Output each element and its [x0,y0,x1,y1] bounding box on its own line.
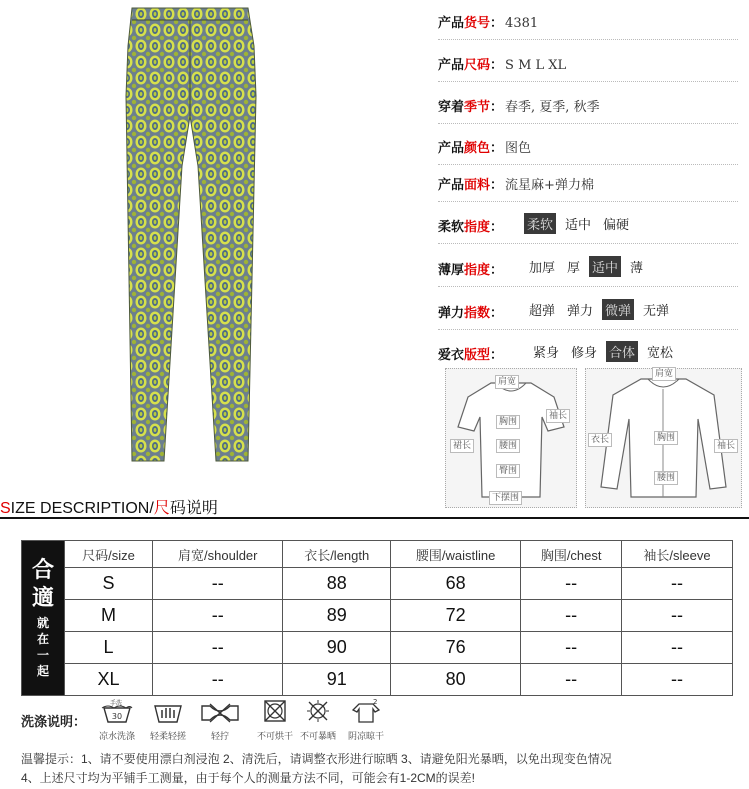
cell-chest: -- [521,664,622,696]
badge-char: 一 [36,648,49,662]
hand-wash-30-icon [98,698,136,742]
shirt-measure-diagram [445,368,577,508]
tag-waist: 腰围 [654,471,678,485]
tag-length: 衣长 [588,433,612,447]
attr-size: 产品尺码： S M L XL [438,58,567,73]
attr-value: 春季, 夏季, 秋季 [505,100,600,115]
title-cn-rest: 码说明 [169,500,218,517]
scale-fit [530,341,682,362]
scale-key: 爱衣 [438,348,465,363]
attr-key: 产品 [438,178,465,193]
size-table [21,540,733,689]
attr-key-accent: 尺码 [464,58,491,73]
scale-option: 厚 [567,261,581,276]
attr-value: S M L XL [505,58,567,73]
cell-size: M [65,600,153,632]
cell-shoulder: -- [153,632,283,664]
cell-size: L [65,632,153,664]
scale-softness [524,213,638,234]
attr-key: 产品 [438,58,465,73]
scale-elasticity [526,299,678,320]
cell-shoulder: -- [153,600,283,632]
tag-length: 裙长 [450,439,474,453]
tag-waist: 腰围 [496,439,520,453]
scale-option: 超弹 [529,304,556,319]
tag-shoulder: 肩宽 [495,375,519,389]
no-sun-dry-icon [300,698,336,742]
size-description-title [0,495,218,518]
header-length: 衣长/length [283,541,391,568]
wash-temp: 30 [111,712,123,721]
tips-line-2: 4、上述尺寸均为平铺手工测量，由于每个人的测量方法不同，可能会有1-2CM的误差! [21,771,476,785]
attr-key-accent: 面料 [464,178,491,193]
title-rest: IZE DESCRIPTION/ [10,500,154,517]
wash-caption: 不可暴晒 [300,732,337,742]
badge-char: 合 [31,557,54,583]
gentle-wash-icon-graphic [151,698,185,724]
cell-length: 89 [283,600,391,632]
shade-dry-icon [348,698,384,742]
cell-chest: -- [521,632,622,664]
scale-elasticity-label: 弹力指数： [438,306,504,321]
cell-sleeve: -- [621,632,732,664]
attr-color: 产品颜色： 图色 [438,141,532,156]
cell-size: S [65,568,153,600]
jacket-measure-diagram [585,368,742,508]
table-row [22,632,733,664]
header-shoulder: 肩宽/shoulder [153,541,283,568]
wash-label: 洗涤说明： [21,715,87,730]
cell-waistline: 76 [390,632,520,664]
scale-key: 弹力 [438,306,465,321]
attr-value: 4381 [505,16,539,31]
cell-length: 91 [283,664,391,696]
badge-char: 起 [36,664,49,678]
scale-key-accent: 指度 [464,220,491,235]
scale-option: 偏硬 [603,218,630,233]
header-sleeve: 袖长/sleeve [621,541,732,568]
wash-caption: 轻柔轻搓 [150,732,187,742]
scale-option: 修身 [571,346,598,361]
attr-key-accent: 货号 [464,16,491,31]
attr-fabric: 产品面料： 流星麻+弹力棉 [438,178,594,193]
brand-badge [22,541,65,696]
scale-softness-label: 柔软指度： [438,220,504,235]
attr-key-accent: 季节 [464,100,491,115]
scale-key: 薄厚 [438,263,465,278]
pants-product-image [120,6,260,466]
cell-sleeve: -- [621,664,732,696]
scale-option: 宽松 [647,346,674,361]
shade-dry-icon-graphic [351,698,381,724]
cell-chest: -- [521,600,622,632]
divider [0,517,749,519]
attr-key: 产品 [438,16,465,31]
title-cn-first: 尺 [153,500,170,517]
badge-char: 就 [36,616,49,630]
scale-option: 加厚 [529,261,556,276]
scale-fit-label: 爱衣版型： [438,348,504,363]
header-size: 尺码/size [65,541,153,568]
scale-key: 柔软 [438,220,465,235]
table-row [22,600,733,632]
scale-option-selected: 合体 [606,341,638,362]
table-header-row [22,541,733,568]
tips-line-1: 温馨提示：1、请不要使用漂白剂浸泡 2、清洗后，请调整衣形进行晾晒 3、请避免阳光暴晒，以免出现变色情况 [21,752,612,766]
cell-chest: -- [521,568,622,600]
gentle-wring-icon [198,698,242,742]
badge-char: 適 [31,585,54,611]
header-waistline: 腰围/waistline [390,541,520,568]
cell-waistline: 72 [390,600,520,632]
badge-char: 在 [36,632,49,646]
scale-option: 薄 [630,261,644,276]
cell-sleeve: -- [621,600,732,632]
scale-thickness-label: 薄厚指度： [438,263,504,278]
wash-caption: 不可烘干 [257,732,294,742]
no-sun-dry-icon-graphic [304,698,332,724]
scale-option: 适中 [565,218,592,233]
cell-sleeve: -- [621,568,732,600]
cell-size: XL [65,664,153,696]
scale-option: 弹力 [567,304,594,319]
wash-tub-text: 手洗 [109,700,123,707]
no-tumble-dry-icon-graphic [262,698,288,724]
cell-waistline: 68 [390,568,520,600]
wash-caption: 轻拧 [210,732,229,742]
scale-option: 无弹 [643,304,670,319]
svg-text:2: 2 [373,698,378,706]
cell-shoulder: -- [153,568,283,600]
scale-key-accent: 指数 [464,306,491,321]
shirt-outline-icon [446,369,576,507]
tag-hem: 下摆围 [489,491,522,505]
cell-length: 90 [283,632,391,664]
tag-sleeve: 袖长 [714,439,738,453]
wash-caption: 凉水洗涤 [98,732,135,742]
cell-waistline: 80 [390,664,520,696]
attr-value: 流星麻+弹力棉 [505,178,594,193]
attr-key-accent: 颜色 [464,141,491,156]
wash-caption: 阴凉晾干 [348,732,385,742]
tag-hip: 臀围 [496,464,520,478]
tag-chest: 胸围 [496,415,520,429]
cell-length: 88 [283,568,391,600]
attr-season: 穿着季节： 春季, 夏季, 秋季 [438,100,600,115]
attr-key: 产品 [438,141,465,156]
cell-shoulder: -- [153,664,283,696]
scale-option-selected: 微弹 [602,299,634,320]
header-chest: 胸围/chest [521,541,622,568]
tag-sleeve: 袖长 [546,409,570,423]
scale-thickness [526,256,652,277]
tag-chest: 胸围 [654,431,678,445]
no-tumble-dry-icon [257,698,293,742]
scale-option: 紧身 [533,346,560,361]
attr-style-no: 产品货号： 4381 [438,16,539,31]
scale-option-selected: 适中 [589,256,621,277]
tag-shoulder: 肩宽 [652,367,676,381]
table-row [22,664,733,696]
gentle-wash-icon [150,698,186,742]
attr-value: 图色 [505,141,532,156]
hand-wash-30-icon-graphic [98,698,136,724]
scale-key-accent: 版型 [464,348,491,363]
title-prefix: S [0,500,11,517]
table-row [22,568,733,600]
scale-key-accent: 指度 [464,263,491,278]
scale-option-selected: 柔软 [524,213,556,234]
gentle-wring-icon-graphic [198,698,242,724]
attr-key: 穿着 [438,100,465,115]
